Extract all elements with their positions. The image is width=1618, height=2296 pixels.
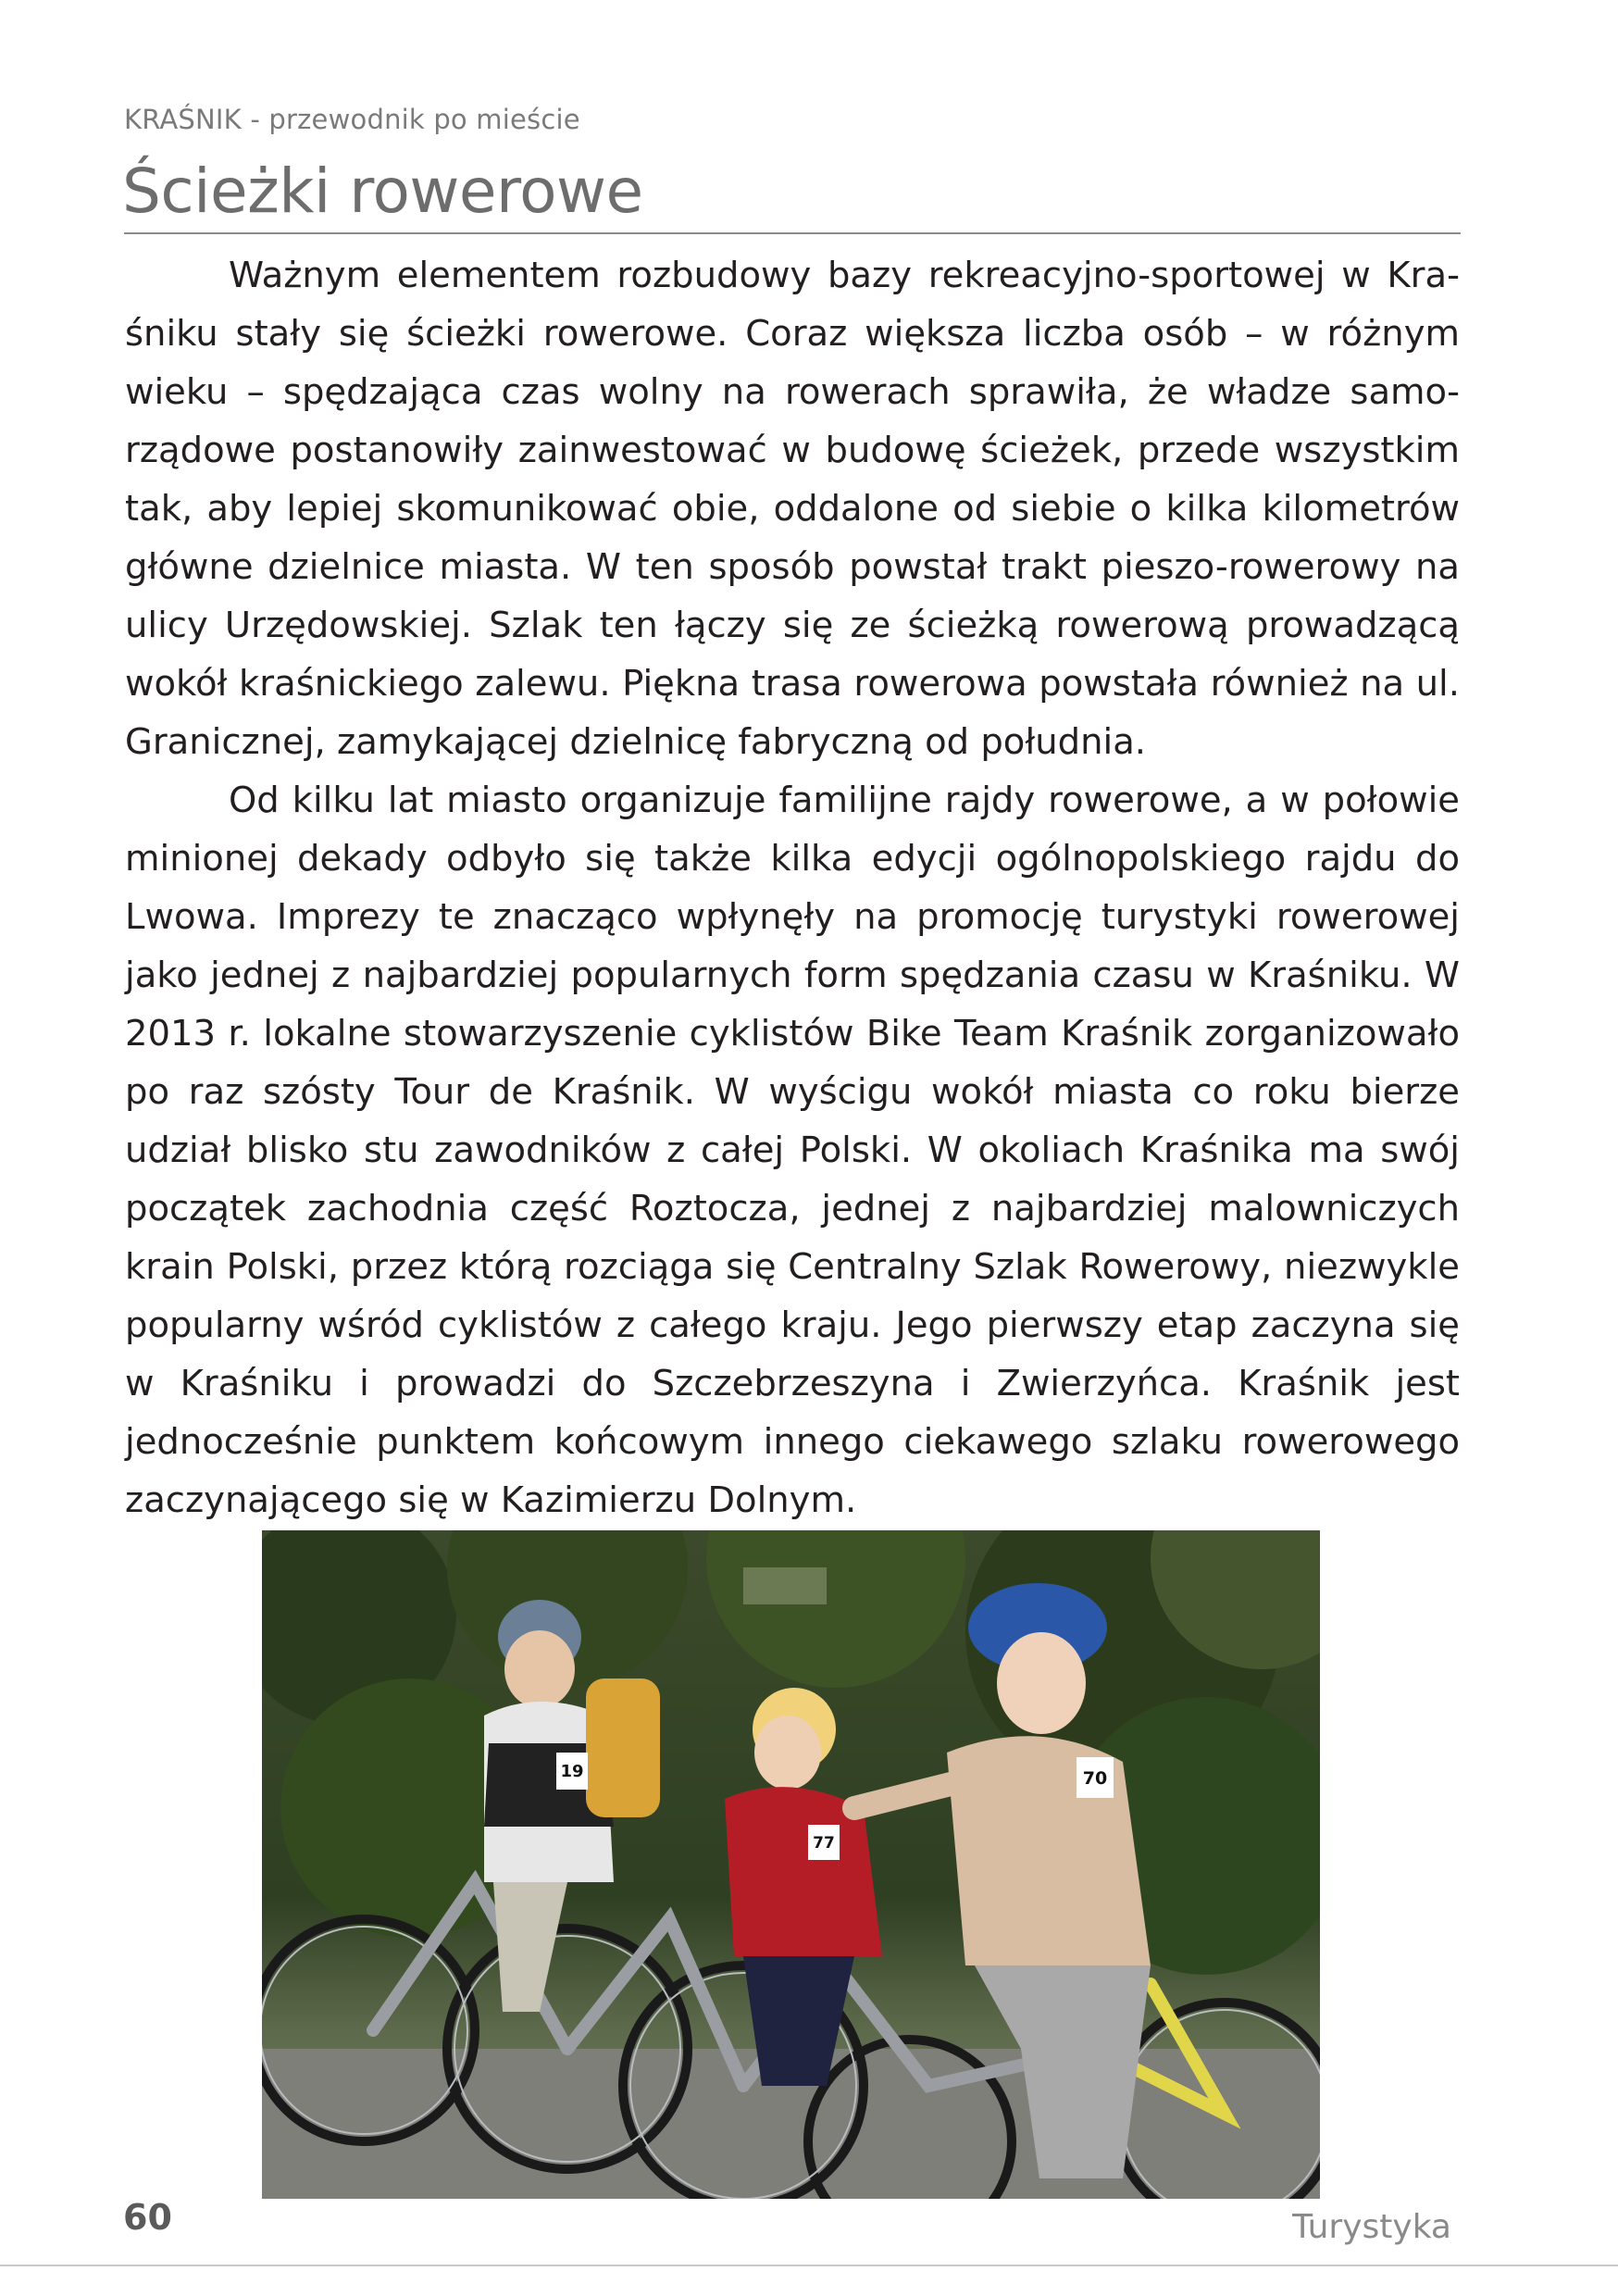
title-divider	[124, 232, 1461, 234]
bib-70: 70	[1082, 1768, 1108, 1789]
page-title: Ścieżki rowerowe	[122, 156, 643, 227]
page-number: 60	[123, 2197, 172, 2238]
bib-19: 19	[560, 1762, 584, 1781]
footer-divider	[0, 2265, 1618, 2266]
article-body	[125, 246, 1460, 1529]
children-cycling-photo	[262, 1530, 1320, 2199]
bib-77: 77	[813, 1834, 835, 1853]
section-name: Turystyka	[1292, 2208, 1451, 2246]
running-head: KRAŚNIK - przewodnik po mieście	[124, 104, 580, 135]
paragraph-2: Od kilku lat miasto organizuje familijne rajdy rowerowe, a w połowie minionej dekady odbyło się także kilka edycji ogólnopolskiego rajdu do Lwowa. Imprezy te znacząco wpłynęły na promocję turystyki rowerowej jako jednej z najbardziej popularnych form spędzania czasu w Kraśniku. W 2013 r. lokalne stowarzyszenie cyklistów Bike Team Kraśnik zorganizowało po raz szósty Tour de Kraśnik. W wyścigu wokół miasta co roku bierze udział blisko stu zawodników z całej Polski. W okoliach Kraśnika ma swój początek zachodnia część Roztocza, jednej z najbardziej malowniczych krain Polski, przez którą rozciąga się Centralny Szlak Rowerowy, niezwykle popularny wśród cyklistów z całego kraju. Jego pierwszy etap zaczyna się w Kraśniku i prowadzi do Szczebrzeszyna i Zwierzyńca. Kraśnik jest jednocześnie punktem końcowym innego ciekawego szlaku rowerowego zaczynającego się w Kazimierzu Dolnym.	[125, 780, 1460, 1521]
paragraph-1: Ważnym elementem rozbudowy bazy rekreacyjno-sportowej w Kraśniku stały się ścieżki rowerowe. Coraz większa liczba osób – w różnym wieku – spędzająca czas wolny na rowerach sprawiła, że władze samorządowe postanowiły zainwestować w budowę ścieżek, przede wszystkim tak, aby lepiej skomunikować obie, oddalone od siebie o kilka kilometrów główne dzielnice miasta. W ten sposób powstał trakt pieszo-rowerowy na ulicy Urzędowskiej. Szlak ten łączy się ze ścieżką rowerową prowadzącą wokół kraśnickiego zalewu. Piękna trasa rowerowa powstała również na ul. Granicznej, zamykającej dzielnicę fabryczną od południa.	[125, 255, 1460, 763]
